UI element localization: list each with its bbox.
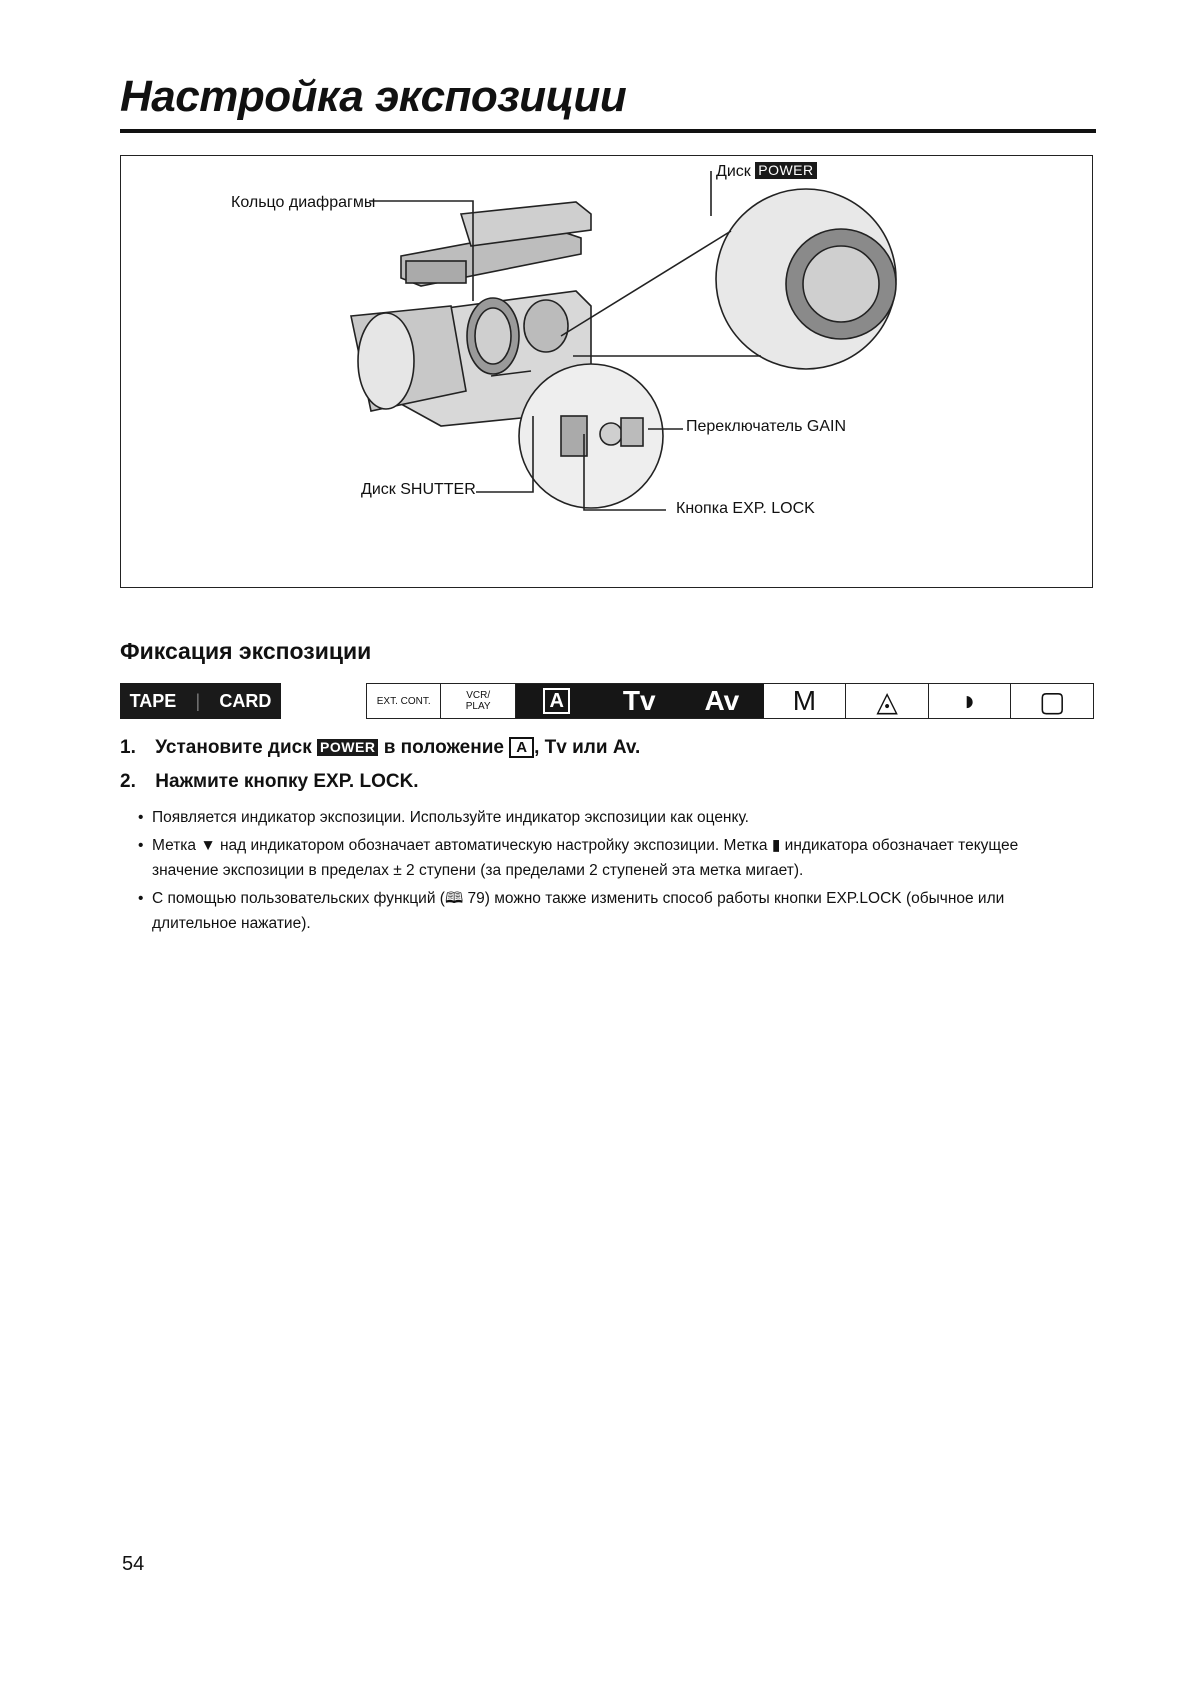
power-dial-label-text: Диск (716, 163, 751, 180)
scene-icon: ◬ (846, 684, 929, 718)
step-2-text: Нажмите кнопку EXP. LOCK. (155, 771, 419, 792)
gain-switch-label: Переключатель GAIN (686, 418, 846, 435)
bullet-item: • Метка ▼ над индикатором обозначает автоматическую настройку экспозиции. Метка ▮ индикатора обозначает текущее значение экспозиции в пределах ± 2 ступени (за пределами 2 ступеней эта метка мигает). (152, 833, 1080, 883)
camera-illustration (121, 156, 1094, 589)
mode-manual: M (764, 684, 847, 718)
step-1-auto-box: A (509, 737, 534, 758)
media-badge (120, 683, 281, 719)
shutter-dial-label: Диск SHUTTER (361, 481, 476, 498)
exp-lock-label: Кнопка EXP. LOCK (676, 500, 815, 517)
media-tape: TAPE (129, 690, 177, 711)
mode-ext-cont: EXT. CONT. (367, 684, 441, 718)
step-1-text-middle: в положение (383, 737, 504, 758)
mode-vcr-line1: VCR/ (466, 690, 491, 701)
camera-figure (120, 155, 1093, 588)
power-badge: POWER (755, 162, 816, 179)
mode-auto-label: A (543, 688, 569, 714)
mode-bar (366, 683, 1094, 719)
media-card: CARD (219, 690, 272, 711)
step-1-number: 1. (120, 737, 136, 758)
night-icon: ◗ (929, 684, 1012, 718)
section-title: Фиксация экспозиции (120, 638, 372, 664)
power-dial-label (716, 162, 817, 181)
page-title: Настройка экспозиции (120, 72, 627, 121)
frame-icon: ▢ (1039, 685, 1066, 717)
mode-av: Av (681, 684, 764, 718)
page-number: 54 (122, 1553, 145, 1575)
bullet-item: • С помощью пользовательских функций (🕮 79) можно также изменить способ работы кнопки EXP.LOCK (обычное или длительное нажатие). (152, 886, 1080, 936)
iris-ring-label: Кольцо диафрагмы (231, 194, 376, 211)
mode-auto (516, 684, 599, 718)
step-1-text-before: Установите диск (155, 737, 312, 758)
title-rule (120, 129, 1096, 133)
step-1-power-badge: POWER (317, 739, 378, 756)
step-2 (120, 771, 1080, 793)
mode-tv: Tv (598, 684, 681, 718)
step-1 (120, 737, 1080, 759)
media-separator: | (195, 690, 201, 711)
bullet-list (120, 805, 1080, 936)
mode-vcr-line2: PLAY (465, 701, 491, 712)
mode-vcr-play (441, 684, 515, 718)
step-1-text-after: , Tv или Av. (534, 737, 641, 758)
steps (120, 737, 1080, 939)
bullet-item: • Появляется индикатор экспозиции. Используйте индикатор экспозиции как оценку. (152, 805, 1080, 830)
step-2-number: 2. (120, 771, 136, 792)
viewfinder (406, 261, 466, 283)
